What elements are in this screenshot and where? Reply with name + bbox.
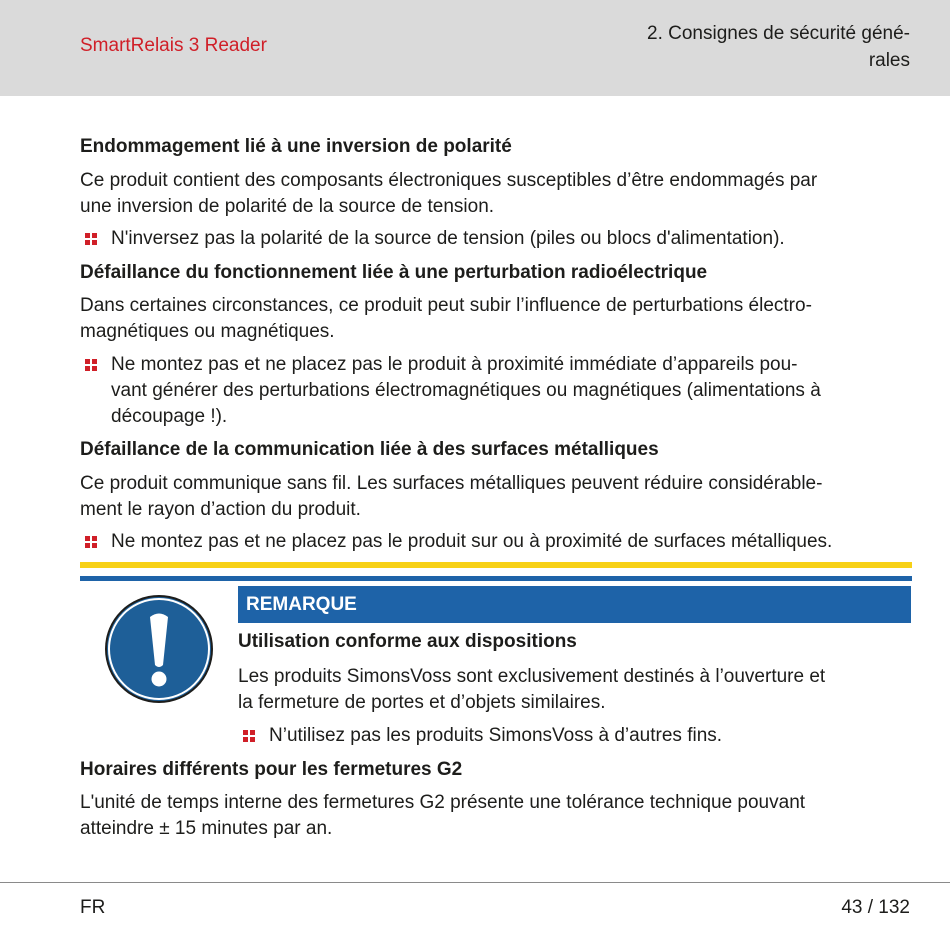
text-line: ment le rayon d’action du produit. — [80, 499, 361, 520]
chapter-title — [590, 20, 910, 74]
chapter-title-line-2: rales — [868, 50, 910, 71]
text-line: la fermeture de portes et d’objets similaires. — [238, 692, 606, 713]
text-line: Les produits SimonsVoss sont exclusivement destinés à l’ouverture et — [238, 666, 826, 687]
bullet-line: vant générer des perturbations électromagnétiques ou magnétiques (alimentations à — [111, 380, 821, 401]
notice-label: REMARQUE — [246, 594, 357, 615]
page-header — [0, 0, 950, 96]
text-line: magnétiques ou magnétiques. — [80, 321, 335, 342]
bullet-text — [111, 352, 911, 430]
section-heading-radio: Défaillance du fonctionnement liée à une perturbation radioélectrique — [80, 262, 708, 283]
section-text-metal — [80, 471, 912, 523]
bullet-line: découpage !). — [111, 406, 228, 427]
bullet-line: Ne montez pas et ne placez pas le produit à proximité immédiate d’appareils pou- — [111, 354, 798, 375]
footer-language: FR — [80, 897, 106, 918]
text-line: Ce produit contient des composants électroniques susceptibles d’être endommagés par — [80, 170, 818, 191]
notice-divider-blue — [80, 576, 912, 581]
bullet-text: Ne montez pas et ne placez pas le produit sur ou à proximité de surfaces métalliques. — [111, 531, 833, 552]
bullet-square-icon — [85, 233, 98, 246]
section-text-radio — [80, 293, 912, 345]
notice-heading: Utilisation conforme aux dispositions — [238, 631, 577, 652]
bullet-square-icon — [85, 359, 98, 372]
section-heading-polarity: Endommagement lié à une inversion de polarité — [80, 136, 512, 157]
product-title: SmartRelais 3 Reader — [80, 35, 267, 56]
bullet-square-icon — [85, 536, 98, 549]
bullet-text: N'inversez pas la polarité de la source de tension (piles ou blocs d'alimentation). — [111, 228, 785, 249]
text-line: une inversion de polarité de la source de tension. — [80, 196, 495, 217]
text-line: L'unité de temps interne des fermetures G2 présente une tolérance technique pouvant — [80, 792, 806, 813]
section-text-polarity — [80, 168, 912, 220]
page-number: 43 / 132 — [841, 897, 910, 918]
footer-divider — [0, 882, 950, 883]
text-line: Ce produit communique sans fil. Les surfaces métalliques peuvent réduire considérable- — [80, 473, 823, 494]
notice-label-bar — [238, 586, 911, 623]
text-line: Dans certaines circonstances, ce produit peut subir l’influence de perturbations électro- — [80, 295, 812, 316]
bullet-text: N’utilisez pas les produits SimonsVoss à d’autres fins. — [269, 725, 723, 746]
exclamation-mark-icon — [103, 593, 215, 705]
section-heading-metal: Défaillance de la communication liée à des surfaces métalliques — [80, 439, 659, 460]
text-line: atteindre ± 15 minutes par an. — [80, 818, 333, 839]
chapter-title-line-1: 2. Consignes de sécurité géné- — [647, 23, 910, 44]
section-heading-g2: Horaires différents pour les fermetures G2 — [80, 759, 463, 780]
notice-divider-yellow — [80, 562, 912, 568]
section-text-g2 — [80, 790, 912, 842]
bullet-square-icon — [243, 730, 256, 743]
notice-text — [238, 664, 911, 716]
